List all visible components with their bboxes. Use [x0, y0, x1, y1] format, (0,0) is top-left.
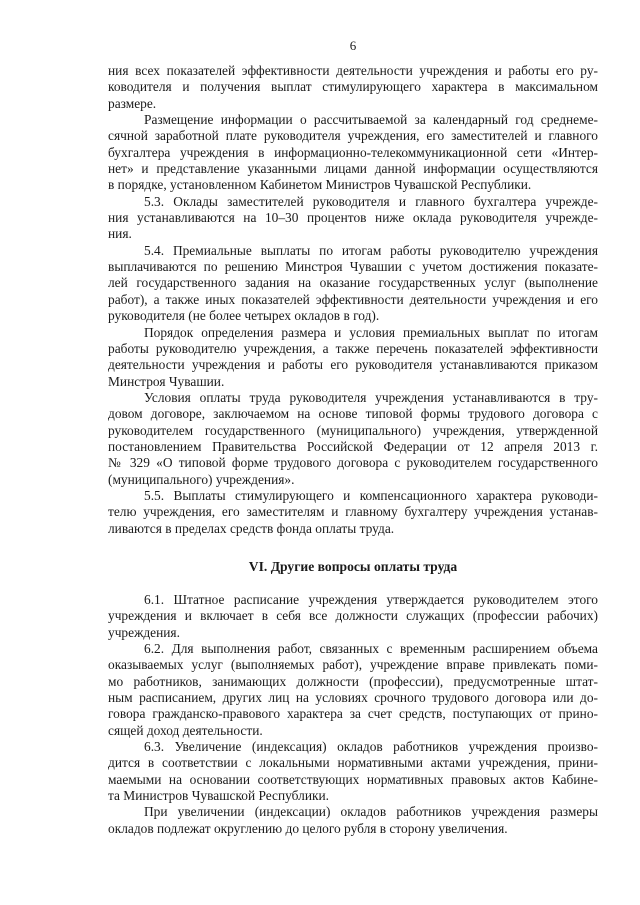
paragraph — [108, 488, 598, 537]
paragraph — [108, 63, 598, 112]
text-line: дится в соответствии с локальными нормативными актами учреждения, прини- — [108, 755, 598, 771]
text-line: Размещение информации о рассчитываемой за календарный год среднеме- — [144, 112, 598, 128]
text-line: лей государственного задания на оказание государственных услуг (выполнение — [108, 275, 598, 291]
paragraph — [108, 739, 598, 804]
text-line: учреждения. — [108, 624, 180, 640]
text-line: говора гражданско-правового характера за счет средств, поступающих от прино- — [108, 706, 598, 722]
text-line: Порядок определения размера и условия премиальных выплат по итогам — [144, 324, 598, 340]
text-line: 5.4. Премиальные выплаты по итогам работы руководителю учреждения — [144, 242, 598, 258]
text-line: ния устанавливаются на 10–30 процентов ниже оклада руководителя учрежде- — [108, 210, 598, 226]
text-line: ния. — [108, 226, 132, 242]
text-line: 6.2. Для выполнения работ, связанных с временным расширением объема — [144, 641, 598, 656]
text-line: руководителем государственного (муниципального) учреждения, утвержденной — [108, 422, 598, 438]
text-line: в порядке, установленном Кабинетом Министров Чувашской Республики. — [108, 177, 532, 193]
paragraph — [108, 390, 598, 488]
text-line: размере. — [108, 95, 157, 111]
text-line: ливаются в пределах средств фонда оплаты труда. — [108, 520, 395, 536]
text-line: окладов подлежат округлению до целого рубля в сторону увеличения. — [108, 820, 508, 836]
text-line: мо работников, занимающих должности (профессии), предусмотренные штат- — [108, 673, 598, 689]
text-line: 5.3. Оклады заместителей руководителя и главного бухгалтера учрежде- — [144, 193, 598, 209]
paragraph — [108, 325, 598, 390]
paragraph — [108, 592, 598, 641]
text-line: работ), а также иных показателей эффективности деятельности учреждения и его — [108, 291, 598, 307]
text-line: телю учреждения, его заместителям и главному бухгалтеру учреждения устанав- — [108, 504, 598, 520]
text-line: ния всех показателей эффективности деятельности учреждения и работы его ру- — [108, 63, 598, 78]
paragraph — [108, 194, 598, 243]
text-line: постановлением Правительства Российской Федерации от 12 апреля 2013 г. — [108, 438, 598, 454]
text-line: ным расписанием, других лиц на условиях срочного трудового договора или до- — [108, 690, 598, 706]
text-line: сящей доход деятельности. — [108, 722, 263, 738]
text-line: 6.3. Увеличение (индексация) окладов работников учреждения произво- — [144, 739, 598, 755]
text-line: сячной заработной плате руководителя учреждения, его заместителей и главного — [108, 128, 598, 144]
text-line: 6.1. Штатное расписание учреждения утверждается руководителем этого — [144, 591, 598, 607]
text-line: довом договоре, заключаемом на основе типовой формы трудового договора с — [108, 406, 598, 422]
text-line: При увеличении (индексации) окладов работников учреждения размеры — [144, 804, 598, 820]
text-line: руководителя (не более четырех окладов в год). — [108, 308, 380, 324]
section-v-continuation — [108, 63, 598, 537]
text-line: работы руководителю учреждения, а также перечень показателей эффективности — [108, 340, 598, 356]
document-page — [108, 38, 598, 837]
text-line: деятельности учреждения и работы его руководителя устанавливаются приказом — [108, 357, 598, 373]
text-line: та Министров Чувашской Республики. — [108, 788, 330, 804]
text-line: оказываемых услуг (выполняемых работ), учреждение вправе привлекать поми- — [108, 657, 598, 673]
text-line: № 329 «О типовой форме трудового договора с руководителем государственного — [108, 455, 598, 471]
text-line: выплачиваются по решению Минстроя Чувашии с учетом достижения показате- — [108, 259, 598, 275]
paragraph — [108, 112, 598, 194]
section-heading: VI. Другие вопросы оплаты труда — [248, 558, 458, 574]
section-vi-body — [108, 592, 598, 837]
text-line: 5.5. Выплаты стимулирующего и компенсационного характера руководи- — [144, 487, 598, 503]
text-line: Минстроя Чувашии. — [108, 373, 225, 389]
text-line: Условия оплаты труда руководителя учреждения устанавливаются в тру- — [144, 389, 598, 405]
paragraph — [108, 641, 598, 739]
text-line: учреждения и включает в себя все должности служащих (профессии рабочих) — [108, 608, 598, 624]
text-line: нет» и представление указанными лицами данной информации осуществляются — [108, 161, 598, 177]
text-line: бухгалтера учреждения в информационно-телекоммуникационной сети «Интер- — [108, 144, 598, 160]
paragraph — [108, 804, 598, 837]
text-line: (муниципального) учреждения». — [108, 471, 295, 487]
text-line: маемыми на основании соответствующих нормативных правовых актов Кабине- — [108, 771, 598, 787]
page-number: 6 — [349, 38, 357, 53]
paragraph — [108, 243, 598, 325]
text-line: ководителя и получения выплат стимулирующего характера в максимальном — [108, 79, 598, 95]
